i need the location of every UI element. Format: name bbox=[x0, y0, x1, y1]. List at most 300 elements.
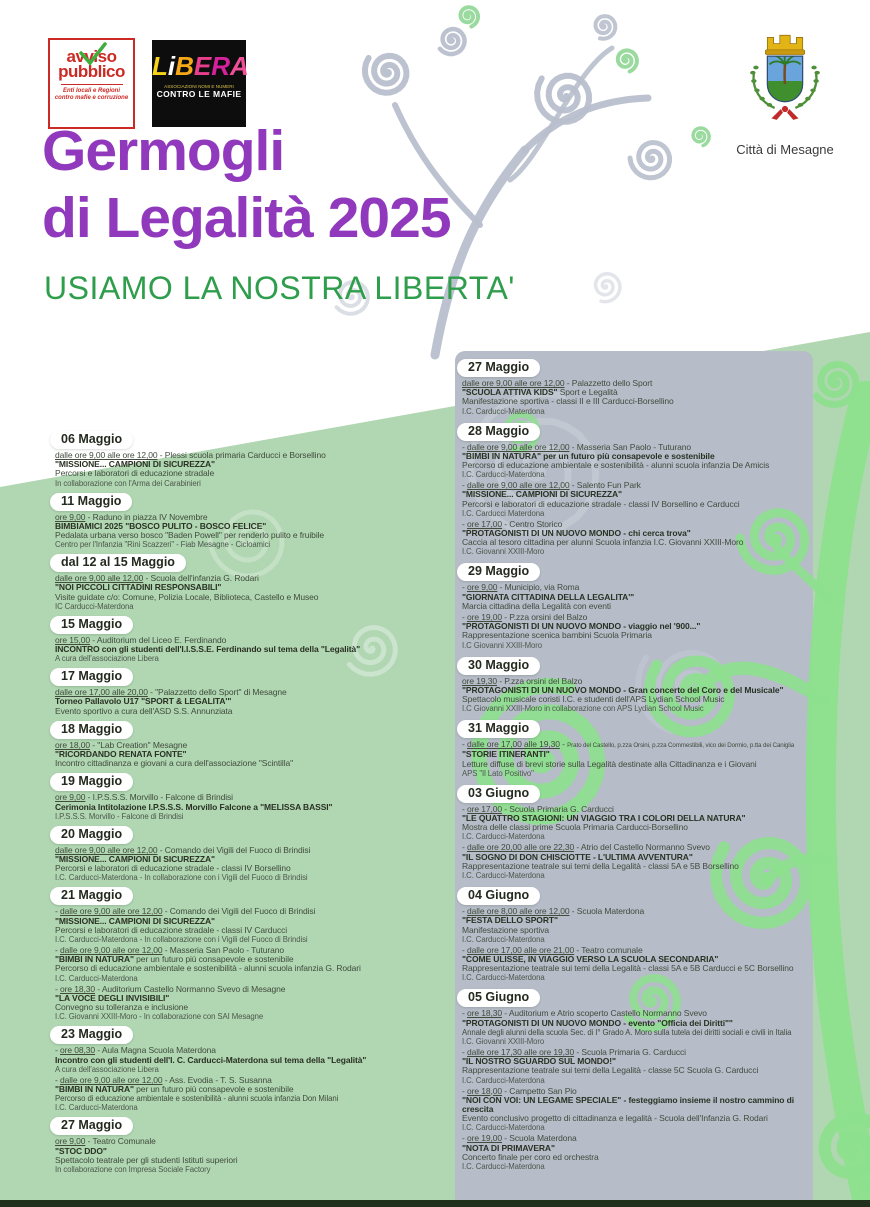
date-pill-row bbox=[55, 1023, 447, 1046]
libera-letter: A bbox=[230, 51, 249, 81]
dash: - bbox=[55, 1074, 60, 1085]
event-title: "NOI PICCOLI CITTADINI RESPONSABILI" bbox=[55, 582, 222, 593]
event-when-where: - dalle ore 9,00 alle ore 12,00 - Masseria San Paolo - Tuturano bbox=[462, 441, 692, 452]
event-item bbox=[462, 613, 808, 650]
event-when-where: - dalle ore 17,30 alle ore 19,30 - Scuola Primaria G. Carducci bbox=[462, 1046, 686, 1057]
dash: - bbox=[55, 945, 60, 956]
event-time: dalle ore 9,00 alle ore 12,00 bbox=[467, 441, 570, 452]
event-item bbox=[55, 846, 447, 883]
event-when-where: - ore 17,00 - Centro Storico bbox=[462, 518, 563, 529]
dash: - bbox=[462, 441, 467, 452]
event-date-section bbox=[55, 428, 447, 488]
event-time: ore 9,00 bbox=[55, 511, 86, 522]
mesagne-crest bbox=[733, 26, 837, 157]
event-title: Incontro con gli studenti dell'I. C. Carducci-Materdona sul tema della "Legalità" bbox=[55, 1054, 367, 1065]
event-location: Teatro comunale bbox=[581, 944, 643, 955]
event-organizer: In collaborazione con Impresa Sociale Factory bbox=[55, 1164, 211, 1174]
event-item bbox=[462, 583, 808, 611]
crest-icon bbox=[735, 26, 835, 136]
event-description: Incontro cittadinanza e giovani a cura dell'associazione "Scintilla" bbox=[55, 758, 294, 769]
dash: - bbox=[462, 582, 467, 593]
event-title: "RICORDANDO RENATA FONTE" bbox=[55, 749, 187, 760]
event-title: "GIORNATA CITTADINA DELLA LEGALITA'" bbox=[462, 591, 635, 602]
event-date-section bbox=[462, 882, 808, 982]
libera-letter: i bbox=[167, 51, 176, 81]
event-item bbox=[462, 1048, 808, 1085]
avviso-divider bbox=[61, 84, 123, 85]
event-title-tail: per un futuro più consapevole e sostenibile bbox=[133, 1083, 294, 1094]
event-when-where: - ore 9,00 - Municipio, via Roma bbox=[462, 582, 580, 593]
event-organizer: APS "Il Lato Positivo" bbox=[462, 768, 534, 778]
event-location: Aula Magna Scuola Materdona bbox=[101, 1045, 216, 1056]
event-title: "PROTAGONISTI DI UN NUOVO MONDO - chi cerca trova" bbox=[462, 528, 691, 539]
date-pill: 20 Maggio bbox=[50, 826, 133, 844]
event-when-where: - ore 17,00 - Scuola Primaria G. Carducci bbox=[462, 803, 614, 814]
event-title-tail: per un futuro più consapevole e sostenibile bbox=[133, 954, 294, 965]
event-description: Percorso di educazione ambientale e sostenibilità - alunni scuola infanzia De Amicis bbox=[462, 460, 770, 471]
event-description: Rappresentazione teatrale sui temi della Legalità - classi 5A e 5B Carducci e 5C Borsellino bbox=[462, 963, 794, 974]
date-pill: 11 Maggio bbox=[50, 493, 132, 511]
event-when-where: - dalle ore 17,00 alle 19,30 - Prato del Castello, p.zza Orsini, p.zza Commestibili, vico dei Dormio, p.tta dei Caniglia bbox=[462, 739, 795, 750]
event-time: ore 18,00 bbox=[467, 1085, 503, 1096]
event-location: Masseria San Paolo - Tuturano bbox=[169, 945, 285, 956]
event-time: dalle ore 9,00 alle ore 12,00 bbox=[462, 378, 565, 388]
event-title: "MISSIONE... CAMPIONI DI SICUREZZA" bbox=[55, 915, 215, 926]
page-title bbox=[42, 118, 451, 252]
event-date-section bbox=[462, 418, 808, 557]
event-when-where: - dalle ore 9,00 alle ore 12,00 - Comando dei Vigili del Fuoco di Brindisi bbox=[55, 906, 316, 917]
event-when-where: dalle ore 9,00 alle ore 12,00 - Plessi scuola primaria Carducci e Borsellino bbox=[55, 450, 326, 460]
event-when-where: - ore 19,00 - P.zza orsini del Balzo bbox=[462, 612, 588, 623]
event-organizer: A cura dell'associazione Libera bbox=[55, 1064, 159, 1074]
event-time: dalle ore 17,00 alle 19,30 bbox=[467, 739, 560, 750]
event-description: Rappresentazione teatrale sui temi della Legalità - classe 5C Scuola G. Carducci bbox=[462, 1065, 759, 1076]
event-item bbox=[462, 946, 808, 983]
event-when-where: dalle ore 9,00 alle ore 12,00 - Palazzetto dello Sport bbox=[462, 378, 653, 388]
event-organizer: I.C. Giovanni XXIII-Moro bbox=[462, 1036, 545, 1046]
event-time: dalle ore 9,00 alle ore 12,00 bbox=[60, 906, 163, 917]
event-title: "MISSIONE... CAMPIONI DI SICUREZZA" bbox=[462, 489, 622, 500]
event-item bbox=[462, 907, 808, 944]
date-pill: 17 Maggio bbox=[50, 668, 133, 686]
event-when-where: ore 18,00 - "Lab Creation" Mesagne bbox=[55, 739, 188, 750]
event-organizer: I.C Giovanni XXIII-Moro bbox=[462, 640, 543, 650]
dash: - bbox=[55, 983, 60, 994]
event-time: dalle ore 9,00 alle ore 12,00 bbox=[60, 945, 163, 956]
dash: - bbox=[462, 803, 467, 814]
avviso-word-2: pubblico bbox=[58, 62, 125, 81]
dash: - bbox=[462, 739, 467, 750]
dash: - bbox=[462, 944, 467, 955]
event-description: Percorsi e laboratori di educazione stradale bbox=[55, 468, 215, 479]
event-when-where: - ore 18,30 - Auditorium e Atrio scoperto Castello Normanno Svevo bbox=[462, 1008, 707, 1019]
event-description: Manifestazione sportiva bbox=[462, 924, 549, 935]
event-time: ore 18,30 bbox=[60, 983, 96, 994]
event-description: Mostra delle classi prime Scuola Primaria Carducci-Borsellino bbox=[462, 822, 688, 833]
event-date-section bbox=[55, 718, 447, 769]
date-pill: 30 Maggio bbox=[457, 657, 540, 675]
date-pill-row bbox=[462, 780, 808, 805]
event-time: dalle ore 9,00 alle 12,00 bbox=[55, 573, 144, 584]
date-pill-row bbox=[55, 823, 447, 846]
event-time: dalle ore 17,00 alle ore 21,00 bbox=[467, 944, 575, 955]
event-time: ore 19,00 bbox=[467, 612, 503, 623]
event-item bbox=[462, 805, 808, 842]
event-organizer: I.C. Carducci-Materdona bbox=[462, 406, 545, 416]
dash: - bbox=[55, 1045, 60, 1056]
event-item bbox=[55, 985, 447, 1022]
avviso-word-1: avviso bbox=[66, 47, 117, 66]
event-location: P.zza orsini del Balzo bbox=[504, 675, 583, 686]
event-date-section bbox=[462, 652, 808, 714]
event-when-where: - ore 19,00 - Scuola Materdona bbox=[462, 1133, 577, 1144]
event-when-where: - ore 08,30 - Aula Magna Scuola Materdona bbox=[55, 1045, 216, 1056]
event-title: BIMBIAMICI 2025 "BOSCO PULITO - BOSCO FELICE" bbox=[55, 520, 267, 531]
date-pill: 06 Maggio bbox=[50, 431, 133, 449]
date-pill: 19 Maggio bbox=[50, 773, 133, 791]
date-pill: dal 12 al 15 Maggio bbox=[50, 554, 186, 572]
event-when-where: ore 9,00 - Raduno in piazza IV Novembre bbox=[55, 511, 208, 522]
date-pill-row bbox=[462, 882, 808, 907]
event-date-section bbox=[55, 770, 447, 820]
event-when-where: ore 19,30 - P.zza orsini del Balzo bbox=[462, 675, 583, 686]
event-time: ore 19,30 bbox=[462, 675, 498, 686]
event-title-tail: Sport e Legalità bbox=[557, 387, 618, 398]
event-when-where: dalle ore 9,00 alle 12,00 - Scuola dell'infanzia G. Rodari bbox=[55, 573, 259, 584]
event-organizer: I.C. Carducci-Materdona bbox=[462, 1075, 545, 1085]
event-item bbox=[55, 1046, 447, 1073]
event-title: "PROTAGONISTI DI UN NUOVO MONDO - viaggio nel '900..." bbox=[462, 621, 701, 632]
event-time: dalle ore 20,00 alle ore 22,30 bbox=[467, 842, 575, 853]
event-description: Concerto finale per coro ed orchestra bbox=[462, 1151, 599, 1162]
dash: - bbox=[462, 612, 467, 623]
event-title: "FESTA DELLO SPORT" bbox=[462, 915, 558, 926]
event-date-section bbox=[55, 490, 447, 550]
event-organizer: I.C Giovanni XXIII-Moro in collaborazione con APS Lydian School Music bbox=[462, 704, 704, 714]
check-icon bbox=[78, 42, 108, 66]
avviso-tagline-2: contro mafie e corruzione bbox=[54, 95, 129, 101]
event-organizer: Centro per l'Infanzia "Rini Scazzeri" - Fiab Mesagne - Cicloamici bbox=[55, 540, 271, 550]
event-organizer: I.C. Carducci-Materdona bbox=[462, 1161, 545, 1171]
date-pill-row bbox=[55, 1114, 447, 1137]
date-pill: 04 Giugno bbox=[457, 887, 540, 905]
dash: - bbox=[462, 1008, 467, 1019]
event-title: "STORIE ITINERANTI" bbox=[462, 749, 550, 760]
event-title: "IL SOGNO DI DON CHISCIOTTE - L'ULTIMA AVVENTURA" bbox=[462, 851, 693, 862]
event-title: "BIMBI IN NATURA" per un futuro più consapevole e sostenibile bbox=[462, 450, 715, 461]
date-pill-row bbox=[462, 984, 808, 1009]
event-title: "MISSIONE... CAMPIONI DI SICUREZZA" bbox=[55, 854, 215, 865]
event-item bbox=[462, 1009, 808, 1046]
event-item bbox=[462, 843, 808, 880]
event-title: "NOTA DI PRIMAVERA" bbox=[462, 1142, 555, 1153]
event-description: Rappresentazione scenica bambini Scuola Primaria bbox=[462, 630, 652, 641]
event-time: dalle ore 17,00 alle 20,00 bbox=[55, 687, 148, 698]
event-date-section bbox=[462, 984, 808, 1171]
event-when-where: - ore 18,30 - Auditorium Castello Normanno Svevo di Mesagne bbox=[55, 983, 286, 994]
event-when-where: ore 15,00 - Auditorium del Liceo E. Ferdinando bbox=[55, 634, 227, 645]
event-item bbox=[55, 636, 447, 663]
dash: - bbox=[462, 906, 467, 917]
event-organizer: I.C. Carducci-Materdona bbox=[462, 871, 545, 881]
event-item bbox=[55, 574, 447, 611]
date-pill: 27 Maggio bbox=[457, 359, 540, 377]
dash: - bbox=[462, 842, 467, 853]
dash: - bbox=[462, 1133, 467, 1144]
date-pill: 27 Maggio bbox=[50, 1117, 133, 1135]
event-location: P.zza orsini del Balzo bbox=[509, 612, 588, 623]
event-item bbox=[55, 907, 447, 944]
dash: - bbox=[462, 1046, 467, 1057]
event-item bbox=[55, 1137, 447, 1174]
event-date-section bbox=[55, 884, 447, 1021]
event-location: Campetto San Pio bbox=[509, 1085, 577, 1096]
event-location: Scuola dell'infanzia G. Rodari bbox=[150, 573, 259, 584]
avviso-tagline-1: Enti locali e Regioni bbox=[62, 88, 120, 94]
event-description: Convegno su tolleranza e inclusione bbox=[55, 1002, 189, 1013]
event-location: "Lab Creation" Mesagne bbox=[97, 739, 188, 750]
event-organizer: IC Carducci-Materdona bbox=[55, 601, 134, 611]
event-title: "IL NOSTRO SGUARDO SUL MONDO!" bbox=[462, 1056, 616, 1067]
event-description: Letture diffuse di brevi storie sulla Legalità destinate alla Cittadinanza e i Giovani bbox=[462, 758, 757, 769]
event-organizer: I.C. Carducci-Materdona bbox=[462, 832, 545, 842]
event-time: dalle ore 9,00 alle ore 12,00 bbox=[55, 450, 158, 460]
event-organizer: I.C. Carducci-Materdona bbox=[55, 1103, 138, 1113]
date-pill-row bbox=[55, 428, 447, 451]
date-pill: 05 Giugno bbox=[457, 989, 540, 1007]
event-location: Scuola Primaria G. Carducci bbox=[509, 803, 614, 814]
event-organizer: I.C. Carducci-Materdona bbox=[462, 934, 545, 944]
libera-tagline-2: CONTRO LE MAFIE bbox=[156, 89, 242, 99]
event-time: ore 17,00 bbox=[467, 518, 503, 529]
event-when-where: - ore 18,00 - Campetto San Pio bbox=[462, 1085, 577, 1096]
date-pill-row bbox=[55, 551, 447, 574]
date-pill: 29 Maggio bbox=[457, 563, 540, 581]
event-item bbox=[462, 443, 808, 480]
event-location: Ass. Evodia - T. S. Susanna bbox=[169, 1074, 272, 1085]
title-line-2: di Legalità 2025 bbox=[42, 186, 451, 250]
event-item bbox=[55, 741, 447, 769]
event-date-section bbox=[55, 823, 447, 883]
event-title: "NOI CON VOI: UN LEGAME SPECIALE" - festeggiamo insieme il nostro cammino di crescita bbox=[462, 1094, 795, 1114]
event-organizer: I.C. Carducci-Materdona bbox=[462, 470, 545, 480]
event-date-section bbox=[55, 665, 447, 716]
date-pill-row bbox=[55, 770, 447, 793]
event-title: Cerimonia Intitolazione I.P.S.S.S. Morvillo Falcone a "MELISSA BASSI" bbox=[55, 801, 333, 812]
event-item bbox=[462, 379, 808, 416]
event-organizer: I.C. Carducci-Materdona bbox=[462, 973, 545, 983]
libera-letter: L bbox=[152, 51, 168, 81]
event-location: Scuola Materdona bbox=[509, 1133, 577, 1144]
event-time: dalle ore 9,00 alle ore 12,00 bbox=[60, 1074, 163, 1085]
event-time: ore 9,00 bbox=[55, 792, 86, 803]
date-pill-row bbox=[462, 652, 808, 677]
event-location: Centro Storico bbox=[509, 518, 563, 529]
date-pill-row bbox=[55, 613, 447, 636]
event-item bbox=[462, 1134, 808, 1171]
event-item bbox=[55, 946, 447, 983]
date-pill: 21 Maggio bbox=[50, 887, 133, 905]
event-when-where: - dalle ore 9,00 alle ore 12,00 - Masseria San Paolo - Tuturano bbox=[55, 945, 285, 956]
event-time: ore 19,00 bbox=[467, 1133, 503, 1144]
date-pill-row bbox=[55, 884, 447, 907]
date-pill-row bbox=[55, 665, 447, 688]
event-time: ore 18,00 bbox=[55, 739, 91, 750]
event-title: INCONTRO con gli studenti dell'I.I.S.S.E. Ferdinando sul tema della "Legalità" bbox=[55, 644, 361, 655]
event-date-section bbox=[462, 780, 808, 880]
libera-tagline-1: ASSOCIAZIONI NOMI E NUMERI bbox=[164, 84, 234, 89]
event-date-section bbox=[55, 551, 447, 611]
event-title: "BIMBI IN NATURA" per un futuro più consapevole e sostenibile bbox=[55, 954, 294, 965]
event-when-where: - dalle ore 9,00 alle ore 12,00 - Salento Fun Park bbox=[462, 480, 641, 491]
event-item bbox=[462, 740, 808, 778]
title-line-1: Germogli bbox=[42, 119, 285, 183]
date-pill: 03 Giugno bbox=[457, 785, 540, 803]
event-description: Percorsi e laboratori di educazione stradale - classi IV Borsellino bbox=[55, 863, 291, 874]
date-pill-row bbox=[55, 718, 447, 741]
event-location: Raduno in piazza IV Novembre bbox=[92, 511, 208, 522]
event-title: "SCUOLA ATTIVA KIDS" Sport e Legalità bbox=[462, 387, 618, 398]
event-time: dalle ore 8,00 alle ore 12,00 bbox=[467, 906, 570, 917]
event-location: Auditorium Castello Normanno Svevo di Mesagne bbox=[101, 983, 286, 994]
libera-wordmark bbox=[152, 51, 249, 81]
laurel-leaf bbox=[753, 66, 758, 70]
event-location: Atrio del Castello Normanno Svevo bbox=[580, 842, 710, 853]
event-time: ore 08,30 bbox=[60, 1045, 96, 1056]
event-time: ore 15,00 bbox=[55, 634, 91, 645]
event-location: Teatro Comunale bbox=[92, 1136, 156, 1147]
event-date-section bbox=[55, 613, 447, 663]
event-title: Torneo Pallavolo U17 "SPORT & LEGALITA'" bbox=[55, 696, 232, 707]
event-location: I.P.S.S.S. Morvillo - Falcone di Brindisi bbox=[92, 792, 233, 803]
event-when-where: ore 9,00 - Teatro Comunale bbox=[55, 1136, 156, 1147]
event-item bbox=[462, 1087, 808, 1133]
event-description: Visite guidate c/o: Comune, Polizia Locale, Biblioteca, Castello e Museo bbox=[55, 591, 319, 602]
event-when-where: dalle ore 17,00 alle 20,00 - "Palazzetto dello Sport" di Mesagne bbox=[55, 687, 287, 698]
event-time: dalle ore 9,00 alle ore 12,00 bbox=[55, 844, 158, 855]
event-description: Rappresentazione teatrale sui temi della Legalità - classi 5A e 5B Borsellino bbox=[462, 860, 739, 871]
dash: - bbox=[462, 518, 467, 529]
event-location: Masseria San Paolo - Tuturano bbox=[576, 441, 692, 452]
event-item bbox=[55, 451, 447, 488]
date-pill: 18 Maggio bbox=[50, 721, 133, 739]
date-pill: 23 Maggio bbox=[50, 1026, 133, 1044]
event-date-section bbox=[55, 1114, 447, 1174]
event-title: "STOC DDO" bbox=[55, 1145, 107, 1156]
dash: - bbox=[55, 906, 60, 917]
event-location: Salento Fun Park bbox=[576, 480, 641, 491]
event-item bbox=[462, 677, 808, 714]
event-item bbox=[55, 793, 447, 820]
event-location: Plessi scuola primaria Carducci e Borsellino bbox=[164, 450, 326, 460]
event-location: Scuola Materdona bbox=[576, 906, 645, 917]
event-description: Percorso di educazione ambientale e sostenibilità - alunni scuola infanzia Don Milani bbox=[55, 1094, 339, 1104]
event-time: dalle ore 17,30 alle ore 19,30 bbox=[467, 1046, 575, 1057]
dash: - bbox=[462, 480, 467, 491]
libera-letter: B bbox=[175, 51, 194, 81]
dash: - bbox=[462, 1085, 467, 1096]
event-time: ore 17,00 bbox=[467, 803, 503, 814]
libera-logo bbox=[152, 40, 249, 127]
event-title: "MISSIONE... CAMPIONI DI SICUREZZA" bbox=[55, 459, 215, 470]
event-organizer: In collaborazione con l'Arma dei Carabinieri bbox=[55, 478, 201, 488]
date-pill-row bbox=[462, 715, 808, 740]
event-description: Pedalata urbana verso bosco "Baden Powell" per renderlo pulito e fruibile bbox=[55, 530, 325, 541]
event-organizer: I.C. Carducci-Materdona bbox=[55, 973, 138, 983]
event-date-section bbox=[462, 354, 808, 416]
libera-letter: R bbox=[211, 51, 231, 81]
date-pill-row bbox=[462, 354, 808, 379]
events-column-left bbox=[55, 428, 447, 1176]
laurel-leaf bbox=[811, 66, 816, 70]
event-location: Comando dei Vigili del Fuoco di Brindisi bbox=[169, 906, 316, 917]
event-location: Comando dei Vigili del Fuoco di Brindisi bbox=[164, 844, 311, 855]
event-organizer: I.C. Giovanni XXIII-Moro - In collaborazione con SAI Mesagne bbox=[55, 1012, 264, 1022]
event-organizer: I.C. Carducci-Materdona bbox=[462, 1123, 545, 1133]
event-item bbox=[55, 513, 447, 550]
event-date-section bbox=[55, 1023, 447, 1112]
event-title: "LA VOCE DEGLI INVISIBILI" bbox=[55, 992, 170, 1003]
event-description: Percorso di educazione ambientale e sostenibilità - alunni scuola infanzia G. Rodari bbox=[55, 963, 361, 974]
events-column-right bbox=[462, 354, 808, 1173]
event-description: Caccia al tesoro cittadina per alunni Scuola infanzia I.C. Giovanni XXIII-Moro bbox=[462, 537, 744, 548]
event-when-where: - dalle ore 8,00 alle ore 12,00 - Scuola Materdona bbox=[462, 906, 645, 917]
event-organizer: I.C. Carducci-Materdona - In collaborazione con i Vigili del Fuoco di Brindisi bbox=[55, 873, 308, 883]
event-title: "PROTAGONISTI DI UN NUOVO MONDO - Gran concerto del Coro e del Musicale" bbox=[462, 684, 784, 695]
event-description: Evento sportivo a cura dell'ASD S.S. Annunziata bbox=[55, 705, 233, 716]
event-location: Palazzetto dello Sport bbox=[571, 378, 653, 388]
event-item bbox=[462, 481, 808, 518]
event-organizer: I.C. Carducci Materdona bbox=[462, 508, 545, 518]
event-when-where: - dalle ore 17,00 alle ore 21,00 - Teatro comunale bbox=[462, 944, 643, 955]
date-pill: 28 Maggio bbox=[457, 423, 540, 441]
date-pill: 15 Maggio bbox=[50, 616, 133, 634]
event-when-where: ore 9,00 - I.P.S.S.S. Morvillo - Falcone di Brindisi bbox=[55, 792, 233, 803]
date-pill-row bbox=[462, 418, 808, 443]
event-title: "BIMBI IN NATURA" per un futuro più consapevole e sostenibile bbox=[55, 1083, 294, 1094]
event-item bbox=[462, 520, 808, 557]
date-pill: 31 Maggio bbox=[457, 720, 540, 738]
event-time: dalle ore 9,00 alle ore 12,00 bbox=[467, 480, 570, 491]
event-location: "Palazzetto dello Sport" di Mesagne bbox=[155, 687, 287, 698]
date-pill-row bbox=[55, 490, 447, 513]
crest-caption: Città di Mesagne bbox=[736, 142, 834, 157]
event-title: "LE QUATTRO STAGIONI: UN VIAGGIO TRA I COLORI DELLA NATURA" bbox=[462, 813, 746, 824]
event-organizer: I.C. Carducci-Materdona - In collaborazione con i Vigili del Fuoco di Brindisi bbox=[55, 935, 308, 945]
event-description: Spettacolo teatrale per gli studenti Istituti superiori bbox=[55, 1154, 238, 1165]
event-location: Municipio, via Roma bbox=[504, 582, 580, 593]
event-description: Marcia cittadina della Legalità con eventi bbox=[462, 600, 611, 611]
event-description: Spettacolo musicale coristi I.C. e studenti dell'APS Lydian School Music bbox=[462, 694, 725, 705]
event-item bbox=[55, 1076, 447, 1113]
event-time: ore 9,00 bbox=[467, 582, 498, 593]
event-location: Prato del Castello, p.zza Orsini, p.zza Commestibili, vico dei Dormio, p.tta dei Caniglia bbox=[567, 742, 795, 750]
event-date-section bbox=[462, 715, 808, 778]
event-description: Percorsi e laboratori di educazione stradale - classi IV Borsellino e Carducci bbox=[462, 498, 740, 509]
date-pill-row bbox=[462, 558, 808, 583]
avviso-pubblico-logo bbox=[48, 38, 135, 129]
event-when-where: - dalle ore 9,00 alle ore 12,00 - Ass. Evodia - T. S. Susanna bbox=[55, 1074, 272, 1085]
event-location: Auditorium del Liceo E. Ferdinando bbox=[96, 634, 227, 645]
event-when-where: dalle ore 9,00 alle ore 12,00 - Comando dei Vigili del Fuoco di Brindisi bbox=[55, 844, 311, 855]
event-description: Manifestazione sportiva - classi II e III Carducci-Borsellino bbox=[462, 396, 674, 407]
event-organizer: A cura dell'associazione Libera bbox=[55, 654, 159, 664]
event-time: ore 9,00 bbox=[55, 1136, 86, 1147]
event-when-where: - dalle ore 20,00 alle ore 22,30 - Atrio del Castello Normanno Svevo bbox=[462, 842, 710, 853]
event-description: Evento conclusivo progetto di cittadinanza e legalità - Scuola dell'Infanzia G. Rodari bbox=[462, 1113, 768, 1124]
event-description: Annale degli alunni della scuola Sec. di I° Grado A. Moro sulla tutela dei diritti sociali e civili in Italia bbox=[462, 1027, 792, 1037]
event-date-section bbox=[462, 558, 808, 649]
